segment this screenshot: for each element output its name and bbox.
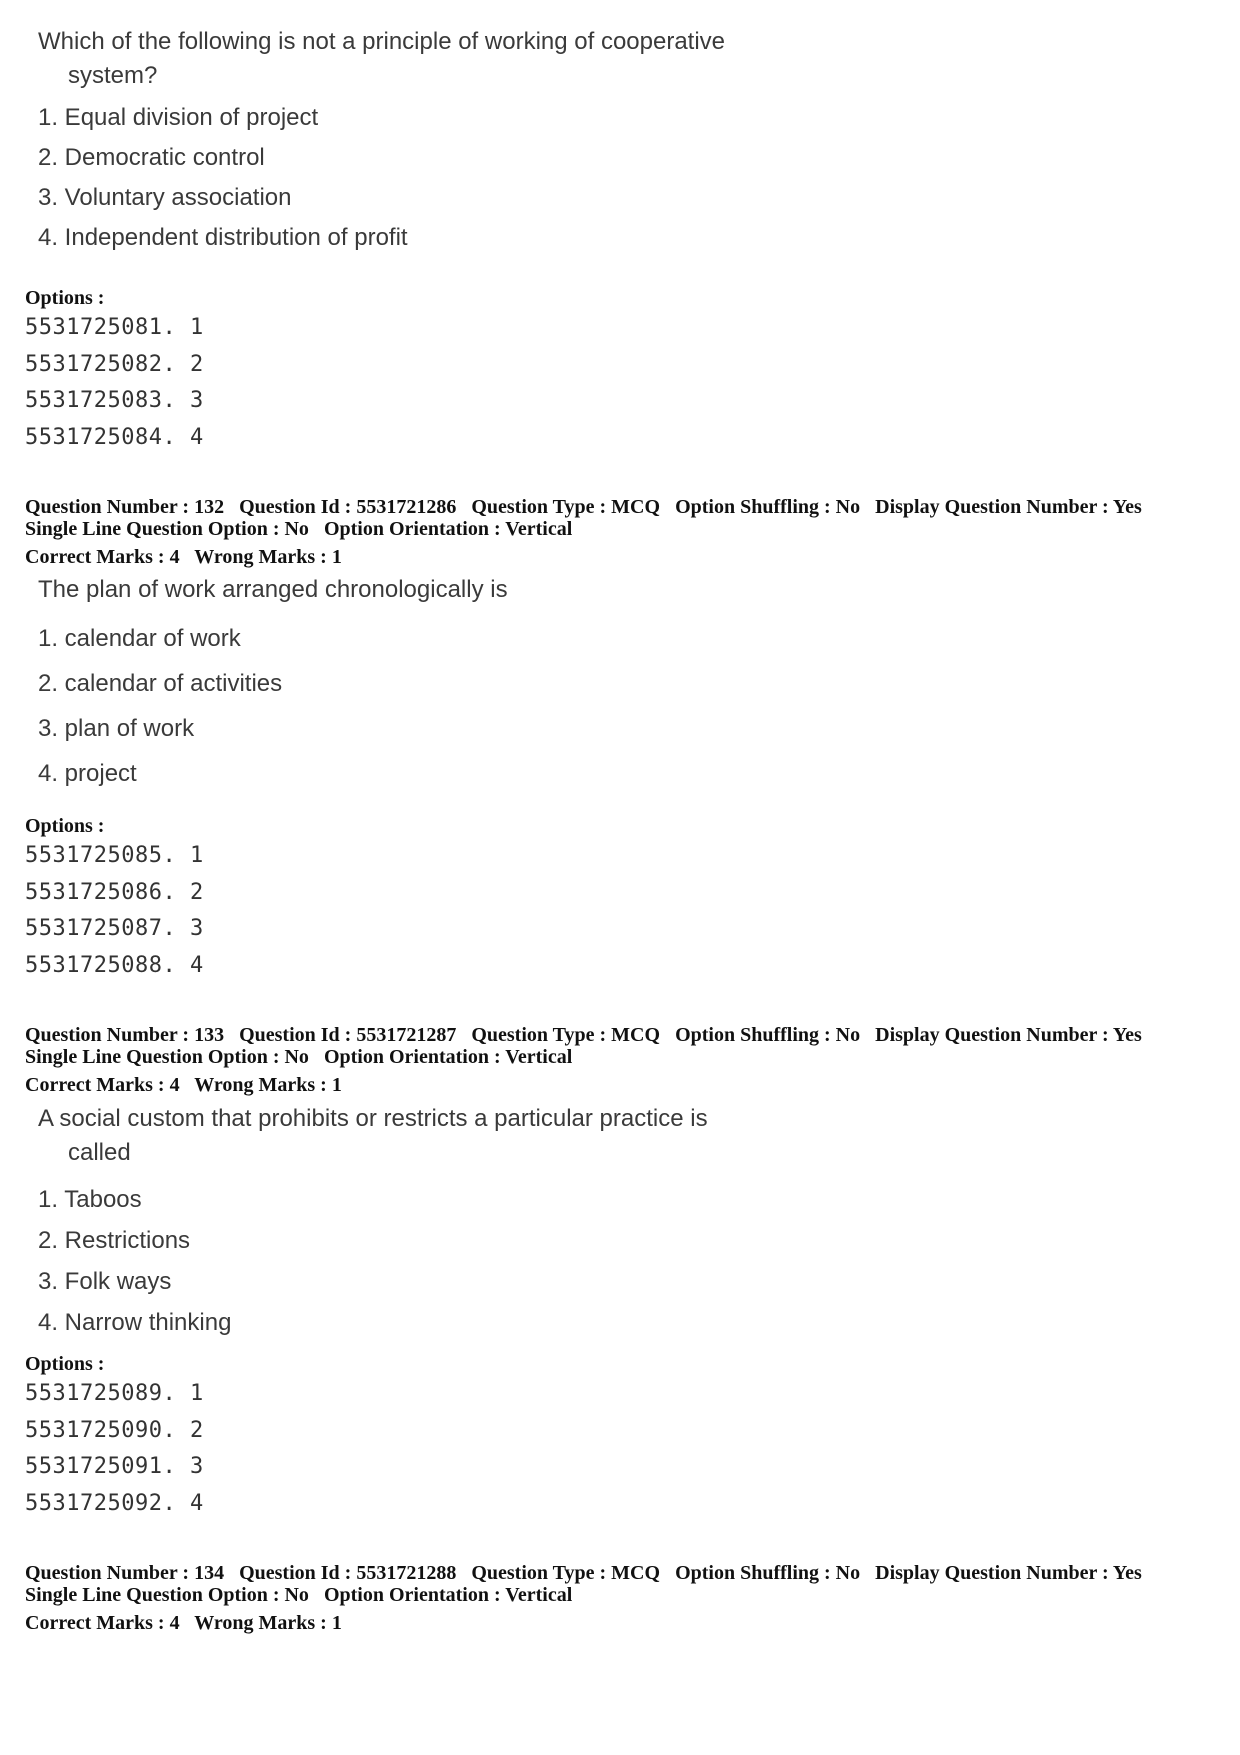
question-meta-line-2 (25, 518, 582, 540)
choice-item: 4. Independent distribution of profit (38, 224, 408, 251)
question-id: Question Id : 5531721288 (239, 1562, 457, 1584)
question-text-line: A social custom that prohibits or restricts a particular practice is (38, 1105, 708, 1132)
option-orientation: Option Orientation : Vertical (323, 1584, 573, 1606)
option-code: 5531725081. 1 (25, 315, 204, 340)
wrong-marks: Wrong Marks : 1 (194, 1612, 342, 1634)
choice-item: 2. Democratic control (38, 144, 265, 171)
choice-item: 1. Equal division of project (38, 104, 319, 131)
question-text-line: Which of the following is not a principle of working of cooperative (38, 28, 726, 55)
choice-item: 3. Folk ways (38, 1268, 172, 1295)
choice-item: 2. Restrictions (38, 1227, 191, 1254)
choice-item: 3. plan of work (38, 715, 195, 742)
choice-item: 1. Taboos (38, 1186, 142, 1213)
option-code: 5531725084. 4 (25, 425, 204, 450)
option-code: 5531725089. 1 (25, 1381, 204, 1406)
question-meta-line-1 (25, 1562, 1152, 1584)
question-number: Question Number : 133 (25, 1024, 225, 1046)
question-marks-line (25, 546, 352, 568)
wrong-marks: Wrong Marks : 1 (194, 1074, 342, 1096)
question-text-line: system? (68, 62, 158, 89)
question-number: Question Number : 132 (25, 496, 225, 518)
option-code: 5531725082. 2 (25, 352, 204, 377)
choice-item: 3. Voluntary association (38, 184, 292, 211)
option-orientation: Option Orientation : Vertical (323, 1046, 573, 1068)
question-132-text (38, 573, 508, 607)
question-meta-line-2 (25, 1584, 582, 1606)
correct-marks: Correct Marks : 4 (25, 1612, 180, 1634)
options-label: Options : (25, 1353, 105, 1375)
option-shuffling: Option Shuffling : No (675, 1024, 861, 1046)
option-shuffling: Option Shuffling : No (675, 1562, 861, 1584)
question-type: Question Type : MCQ (471, 496, 661, 518)
display-question-number: Display Question Number : Yes (875, 1024, 1142, 1046)
wrong-marks: Wrong Marks : 1 (194, 546, 342, 568)
single-line-option: Single Line Question Option : No (25, 518, 309, 540)
option-code: 5531725090. 2 (25, 1418, 204, 1443)
question-133-text (38, 1102, 708, 1170)
question-id: Question Id : 5531721287 (239, 1024, 457, 1046)
question-meta-line-1 (25, 1024, 1152, 1046)
option-shuffling: Option Shuffling : No (675, 496, 861, 518)
single-line-option: Single Line Question Option : No (25, 1046, 309, 1068)
option-code: 5531725083. 3 (25, 388, 204, 413)
options-label: Options : (25, 815, 105, 837)
single-line-option: Single Line Question Option : No (25, 1584, 309, 1606)
question-type: Question Type : MCQ (471, 1024, 661, 1046)
choice-item: 4. Narrow thinking (38, 1309, 232, 1336)
option-code: 5531725088. 4 (25, 953, 204, 978)
question-meta-line-1 (25, 496, 1152, 518)
question-id: Question Id : 5531721286 (239, 496, 457, 518)
option-code: 5531725091. 3 (25, 1454, 204, 1479)
question-meta-line-2 (25, 1046, 582, 1068)
option-orientation: Option Orientation : Vertical (323, 518, 573, 540)
choice-item: 2. calendar of activities (38, 670, 283, 697)
question-131-text (38, 25, 725, 93)
question-marks-line (25, 1612, 352, 1634)
correct-marks: Correct Marks : 4 (25, 1074, 180, 1096)
option-code: 5531725092. 4 (25, 1491, 204, 1516)
option-code: 5531725085. 1 (25, 843, 204, 868)
option-code: 5531725086. 2 (25, 880, 204, 905)
choice-item: 1. calendar of work (38, 625, 241, 652)
question-number: Question Number : 134 (25, 1562, 225, 1584)
display-question-number: Display Question Number : Yes (875, 1562, 1142, 1584)
question-text-line: called (68, 1139, 131, 1166)
options-label: Options : (25, 287, 105, 309)
option-code: 5531725087. 3 (25, 916, 204, 941)
question-marks-line (25, 1074, 352, 1096)
choice-item: 4. project (38, 760, 137, 787)
question-text-line: The plan of work arranged chronologically is (38, 576, 508, 603)
correct-marks: Correct Marks : 4 (25, 546, 180, 568)
question-type: Question Type : MCQ (471, 1562, 661, 1584)
display-question-number: Display Question Number : Yes (875, 496, 1142, 518)
